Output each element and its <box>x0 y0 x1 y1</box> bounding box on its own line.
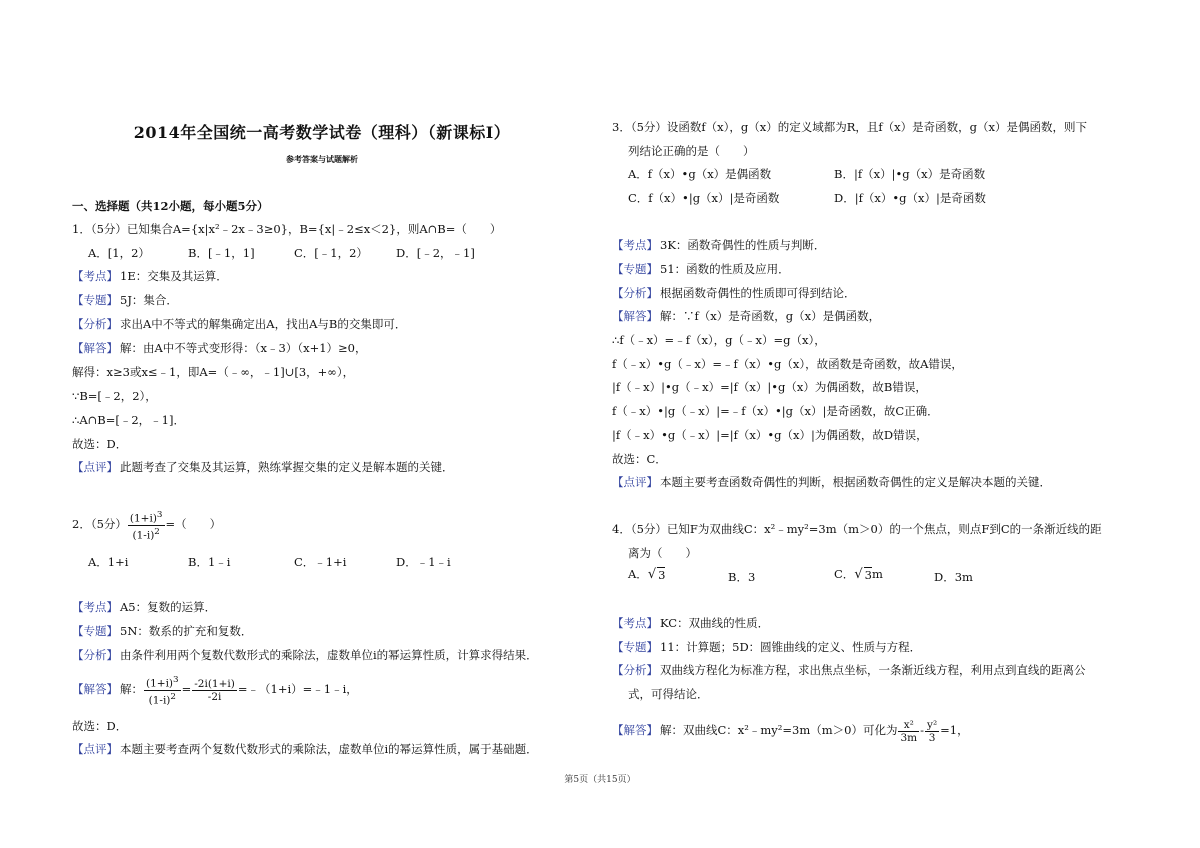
dianping-tag: 【点评】 <box>612 475 658 489</box>
q1-kaodian <box>72 268 228 284</box>
fenxi-tag: 【分析】 <box>72 648 118 662</box>
q2-frac-num: (1+i) <box>129 512 157 525</box>
kaodian-tag: 【考点】 <box>72 269 118 283</box>
dianping-tag: 【点评】 <box>72 742 118 756</box>
q3-kaodian-text: 3K：函数奇偶性的性质与判断． <box>660 238 826 252</box>
q1-option-b: B．[﹣1，1] <box>188 246 255 260</box>
q1-fenxi-text: 求出A中不等式的解集确定出A，找出A与B的交集即可． <box>120 317 407 331</box>
q2-jieda-frac2-den: -2i <box>207 690 222 703</box>
q4-option-a-radicand: 3 <box>658 568 666 582</box>
sqrt-icon: √ <box>854 567 863 582</box>
q4-option-b: B．3 <box>728 570 756 584</box>
q1-dianping-text: 此题考查了交集及其运算，熟练掌握交集的定义是解本题的关键． <box>120 460 454 474</box>
page-footer: 第5页（共15页） <box>564 775 636 785</box>
q3-jieda <box>612 308 880 324</box>
q1-dianping <box>72 459 454 475</box>
q4-fenxi-cont: 式，可得结论． <box>628 687 709 701</box>
q4-option-c-suffix: m <box>871 567 883 581</box>
q2-choice: 故选：D． <box>72 719 128 733</box>
q3-solution-line: f（﹣x）•|g（﹣x）|=﹣f（x）•|g（x）|是奇函数，故C正确． <box>612 404 939 418</box>
q2-option-d: D．﹣1﹣i <box>396 555 451 569</box>
fenxi-tag: 【分析】 <box>72 317 118 331</box>
q2-zhuanti-text: 5N：数系的扩充和复数． <box>120 624 253 638</box>
q4-option-c <box>834 566 883 582</box>
q1-solution-line: 解得：x≥3或x≤﹣1，即A=（﹣∞，﹣1]∪[3，+∞）， <box>72 365 355 379</box>
q2-stem <box>72 509 221 541</box>
q4-option-c-radicand: 3 <box>864 568 872 582</box>
sqrt-icon: √ <box>647 567 657 582</box>
q2-zhuanti <box>72 623 252 639</box>
q2-jieda-fraction-2 <box>192 678 237 703</box>
q1-option-c: C．[﹣1，2） <box>294 246 368 260</box>
q4-option-d: D．3m <box>934 570 973 584</box>
q3-zhuanti <box>612 261 790 277</box>
q2-option-b: B．1﹣i <box>188 555 231 569</box>
q3-choice: 故选：C． <box>612 452 667 466</box>
jieda-tag: 【解答】 <box>612 723 658 737</box>
q4-fraction-x <box>898 719 919 744</box>
kaodian-tag: 【考点】 <box>612 616 658 630</box>
q3-zhuanti-text: 51：函数的性质及应用． <box>660 262 790 276</box>
q2-jieda-frac1-den: (1-i) <box>148 694 171 706</box>
q3-solution-line: ∴f（﹣x）=﹣f（x），g（﹣x）=g（x）， <box>612 333 826 347</box>
q4-frac2-num: y² <box>927 718 938 731</box>
q4-jieda-suffix: =1， <box>940 723 969 737</box>
q3-solution-line: |f（﹣x）|•g（﹣x）=|f（x）|•g（x）为偶函数，故B错误， <box>612 380 927 394</box>
dianping-tag: 【点评】 <box>72 460 118 474</box>
q3-fenxi-text: 根据函数奇偶性的性质即可得到结论． <box>660 286 856 300</box>
q2-number: 2．（5分） <box>72 517 127 531</box>
q4-jieda-prefix: 解：双曲线C：x²﹣my²=3m（m＞0）可化为 <box>660 723 898 737</box>
q3-kaodian <box>612 237 825 253</box>
q4-jieda: 【解答】 解：双曲线C：x²﹣my²=3m（m＞0）可化为 $\frac{\text{x²}}{3m}$ - $\frac{\text{y²}}{3}$ =1， <box>612 718 969 744</box>
q4-fenxi <box>612 662 1086 678</box>
q1-option-a: A．[1，2） <box>88 246 150 260</box>
sqrt-expression <box>648 567 666 582</box>
fenxi-tag: 【分析】 <box>612 663 658 677</box>
q3-dianping-text: 本题主要考查函数奇偶性的判断，根据函数奇偶性的定义是解决本题的关键． <box>660 475 1051 489</box>
jieda-tag: 【解答】 <box>72 682 118 696</box>
q3-fenxi <box>612 285 856 301</box>
q2-frac-den-exp: 2 <box>154 526 160 537</box>
q4-fenxi-text: 双曲线方程化为标准方程，求出焦点坐标，一条渐近线方程，利用点到直线的距离公 <box>660 663 1086 677</box>
q2-fenxi-text: 由条件利用两个复数代数形式的乘除法，虚数单位i的幂运算性质，计算求得结果． <box>120 648 538 662</box>
q1-kaodian-text: 1E：交集及其运算． <box>120 269 228 283</box>
q4-frac2-den: 3 <box>928 731 936 744</box>
q2-fraction <box>128 509 165 541</box>
q2-jieda: 【解答】 解： $\frac{(1+i)^3}{(1-i)^2}$ = $\frac{-2i(1+i)}{-2i}$ =﹣（1+i）=﹣1﹣i， <box>72 675 358 706</box>
kaodian-tag: 【考点】 <box>612 238 658 252</box>
q2-jieda-frac1-num: (1+i) <box>146 677 174 690</box>
q3-solution-line: |f（﹣x）•g（﹣x）|=|f（x）•g（x）|为偶函数，故D错误， <box>612 428 928 442</box>
q1-option-d: D．[﹣2，﹣1] <box>396 246 475 260</box>
q4-stem-cont: 离为（ ） <box>628 546 697 560</box>
document-subtitle: 参考答案与试题解析 <box>286 154 358 164</box>
q1-jieda-text: 解：由A中不等式变形得：（x﹣3）（x+1）≥0， <box>120 341 367 355</box>
q2-stem-suffix: =（ ） <box>165 517 222 531</box>
q3-option-d: D．|f（x）•g（x）|是奇函数 <box>834 191 986 205</box>
q1-stem: 1．（5分）已知集合A={x|x²﹣2x﹣3≥0}，B={x|﹣2≤x＜2}，则A∩B=（ ） <box>72 222 502 236</box>
q3-option-b: B．|f（x）|•g（x）是奇函数 <box>834 167 986 181</box>
q4-option-a <box>628 566 665 582</box>
q2-kaodian <box>72 599 216 615</box>
q2-jieda-fraction-1 <box>144 674 181 706</box>
q4-kaodian <box>612 615 769 631</box>
q2-jieda-frac2-num: -2i(1+i) <box>194 677 235 690</box>
q2-jieda-suffix: =﹣（1+i）=﹣1﹣i， <box>237 682 358 696</box>
q3-dianping <box>612 474 1051 490</box>
q1-choice: 故选：D． <box>72 437 128 451</box>
q3-option-c: C．f（x）•|g（x）|是奇函数 <box>628 191 780 205</box>
q2-jieda-frac1-den-exp: 2 <box>170 691 176 702</box>
q1-zhuanti <box>72 292 178 308</box>
q1-solution-line: ∴A∩B=[﹣2，﹣1]． <box>72 413 185 427</box>
q4-option-a-prefix: A． <box>628 567 648 581</box>
q4-zhuanti <box>612 639 921 655</box>
q3-stem: 3．（5分）设函数f（x），g（x）的定义域都为R，且f（x）是奇函数，g（x）是偶函数，则下 <box>612 120 1087 134</box>
q1-zhuanti-text: 5J：集合． <box>120 293 178 307</box>
q2-option-c: C．﹣1+i <box>294 555 347 569</box>
q2-jieda-prefix: 解： <box>120 682 143 696</box>
zhuanti-tag: 【专题】 <box>72 293 118 307</box>
section-heading: 一、选择题（共12小题，每小题5分） <box>72 199 269 213</box>
q2-fenxi <box>72 647 538 663</box>
sqrt-expression <box>854 567 872 582</box>
q2-frac-den: (1-i) <box>132 529 155 541</box>
q4-kaodian-text: KC：双曲线的性质． <box>660 616 770 630</box>
zhuanti-tag: 【专题】 <box>612 640 658 654</box>
q4-zhuanti-text: 11：计算题；5D：圆锥曲线的定义、性质与方程． <box>660 640 922 654</box>
q2-option-a: A．1+i <box>88 555 129 569</box>
q4-frac1-num: x² <box>898 719 919 732</box>
q2-dianping <box>72 741 538 757</box>
q4-frac1-den: 3m <box>900 731 918 744</box>
q2-dianping-text: 本题主要考查两个复数代数形式的乘除法，虚数单位i的幂运算性质，属于基础题． <box>120 742 538 756</box>
kaodian-tag: 【考点】 <box>72 600 118 614</box>
zhuanti-tag: 【专题】 <box>612 262 658 276</box>
q2-jieda-frac1-num-exp: 3 <box>173 675 179 685</box>
document-title: 2014年全国统一高考数学试卷（理科）（新课标Ⅰ） <box>133 123 511 142</box>
q1-fenxi <box>72 316 406 332</box>
jieda-tag: 【解答】 <box>72 341 118 355</box>
q2-kaodian-text: A5：复数的运算． <box>120 600 217 614</box>
q3-solution-line: f（﹣x）•g（﹣x）=﹣f（x）•g（x），故函数是奇函数，故A错误， <box>612 357 963 371</box>
q4-fraction-y <box>925 719 939 744</box>
q4-option-c-prefix: C． <box>834 567 855 581</box>
q1-solution-line: ∵B=[﹣2，2）， <box>72 389 157 403</box>
jieda-tag: 【解答】 <box>612 309 658 323</box>
q4-stem: 4．（5分）已知F为双曲线C：x²﹣my²=3m（m＞0）的一个焦点，则点F到C的一条渐近线的距 <box>612 522 1102 536</box>
q2-frac-num-exp: 3 <box>156 510 163 520</box>
q3-option-a: A．f（x）•g（x）是偶函数 <box>628 167 772 181</box>
fenxi-tag: 【分析】 <box>612 286 658 300</box>
q3-stem-cont: 列结论正确的是（ ） <box>628 144 755 158</box>
q1-jieda <box>72 340 367 356</box>
q3-jieda-text: 解：∵f（x）是奇函数，g（x）是偶函数， <box>660 309 881 323</box>
zhuanti-tag: 【专题】 <box>72 624 118 638</box>
